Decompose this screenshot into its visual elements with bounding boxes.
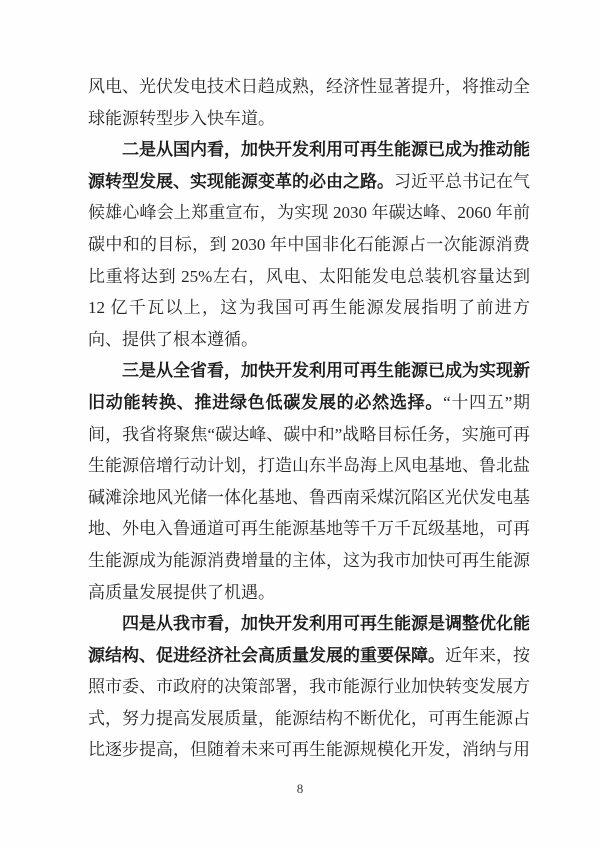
- document-body: [88, 71, 530, 766]
- paragraph-lead-bold-text: 三是从全省看，加快开发利用可再生能源已成为实现新旧动能转换、推进绿色低碳发展的必然选择。: [88, 361, 530, 412]
- paragraph: [88, 71, 530, 134]
- page-number: 8: [296, 781, 304, 796]
- paragraph-body-text: 近年来，按照市委、市政府的决策部署，我市能源行业加快转变发展方式，努力提高发展质量，能源结构不断优化，可再生能源占比逐步提高，但随着未来可再生能源规模化开发，消纳与用: [88, 645, 530, 760]
- paragraph: [88, 134, 530, 355]
- paragraph-body-text: 习近平总书记在气候雄心峰会上郑重宣布，为实现 2030 年碳达峰、2060 年前碳中和的目标，到 2030 年中国非化石能源占一次能源消费比重将达到 25%左右，风电、太阳能发电总装机容量达到 12 亿千瓦以上，这为我国可再生能源发展指明了前进方向、提供了根本遵循。: [88, 171, 530, 349]
- paragraph-lead-bold-text: 二是从国内看，加快开发利用可再生能源已成为推动能源转型发展、实现能源变革的必由之路。: [88, 140, 530, 191]
- paragraph-body-text: “十四五”期间，我省将聚焦“碳达峰、碳中和”战略目标任务，实施可再生能源倍增行动计划，打造山东半岛海上风电基地、鲁北盐碱滩涂地风光储一体化基地、鲁西南采煤沉陷区光伏发电基地、外电入鲁通道可再生能源基地等千万千瓦级基地，可再生能源成为能源消费增量的主体，这为我市加快可再生能源高质量发展提供了机遇。: [88, 392, 530, 602]
- paragraph-body-text: 风电、光伏发电技术日趋成熟，经济性显著提升，将推动全球能源转型步入快车道。: [88, 77, 530, 128]
- paragraph: [88, 355, 530, 608]
- paragraph-lead-bold-text: 四是从我市看，加快开发利用可再生能源是调整优化能源结构、促进经济社会高质量发展的重要保障。: [88, 614, 530, 665]
- paragraph: [88, 608, 530, 766]
